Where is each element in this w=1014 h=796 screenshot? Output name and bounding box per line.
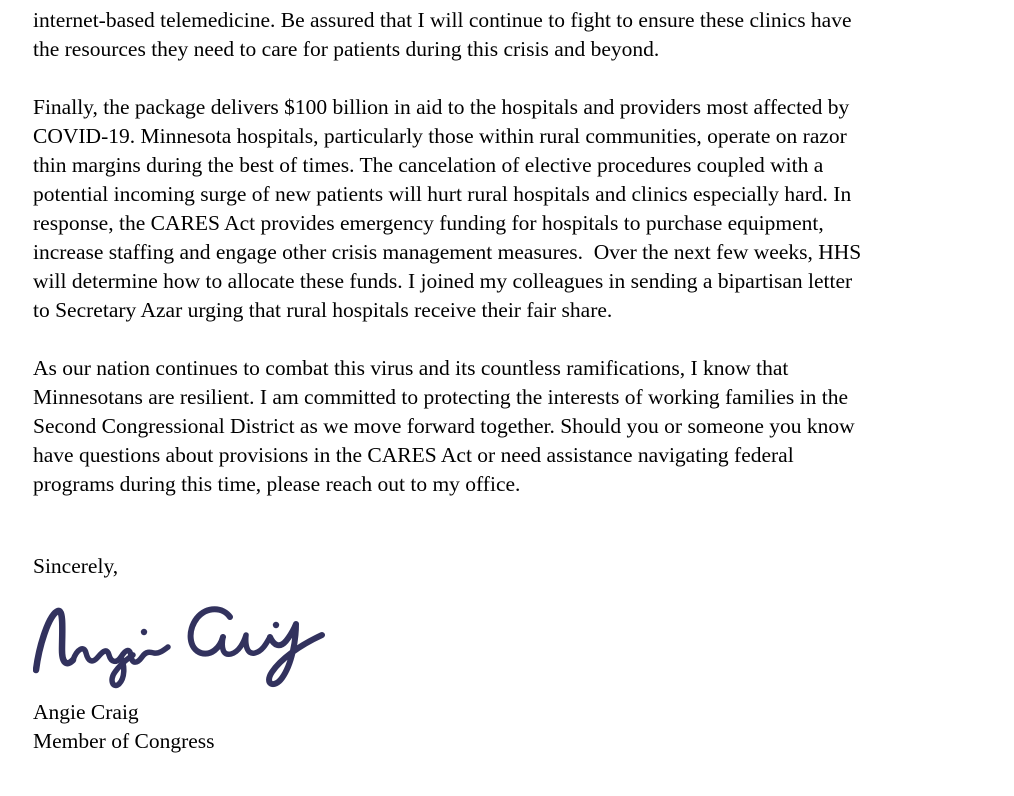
sender-title: Member of Congress — [33, 729, 215, 753]
paragraph — [33, 6, 983, 64]
letter-body — [33, 6, 983, 756]
text-line: response, the CARES Act provides emergency funding for hospitals to purchase equipment, — [33, 211, 824, 235]
handwritten-signature-icon — [33, 604, 325, 692]
text-line: will determine how to allocate these funds. I joined my colleagues in sending a bipartisan letter — [33, 269, 853, 293]
sender-name: Angie Craig — [33, 700, 139, 724]
closing-salutation: Sincerely, — [33, 554, 119, 578]
text-line: potential incoming surge of new patients will hurt rural hospitals and clinics especially hard. In — [33, 182, 852, 206]
paragraph — [33, 93, 983, 325]
paragraph — [33, 354, 983, 499]
text-line: the resources they need to care for patients during this crisis and beyond. — [33, 37, 660, 61]
signature-strokes — [36, 609, 322, 685]
signature-dots — [141, 622, 279, 635]
text-line: programs during this time, please reach out to my office. — [33, 472, 521, 496]
text-line: Finally, the package delivers $100 billion in aid to the hospitals and providers most affected by — [33, 95, 850, 119]
text-line: thin margins during the best of times. The cancelation of elective procedures coupled with a — [33, 153, 824, 177]
text-line: increase staffing and engage other crisis management measures. Over the next few weeks, HHS — [33, 240, 862, 264]
text-line: As our nation continues to combat this virus and its countless ramifications, I know that — [33, 356, 789, 380]
text-line: COVID-19. Minnesota hospitals, particularly those within rural communities, operate on razor — [33, 124, 847, 148]
text-line: internet-based telemedicine. Be assured that I will continue to fight to ensure these clinics have — [33, 8, 852, 32]
signature-image — [33, 604, 983, 692]
text-line: Minnesotans are resilient. I am committed to protecting the interests of working families in the — [33, 385, 849, 409]
text-line: Second Congressional District as we move forward together. Should you or someone you know — [33, 414, 855, 438]
signature-block — [33, 698, 983, 756]
text-line: to Secretary Azar urging that rural hospitals receive their fair share. — [33, 298, 613, 322]
text-line: have questions about provisions in the CARES Act or need assistance navigating federal — [33, 443, 794, 467]
